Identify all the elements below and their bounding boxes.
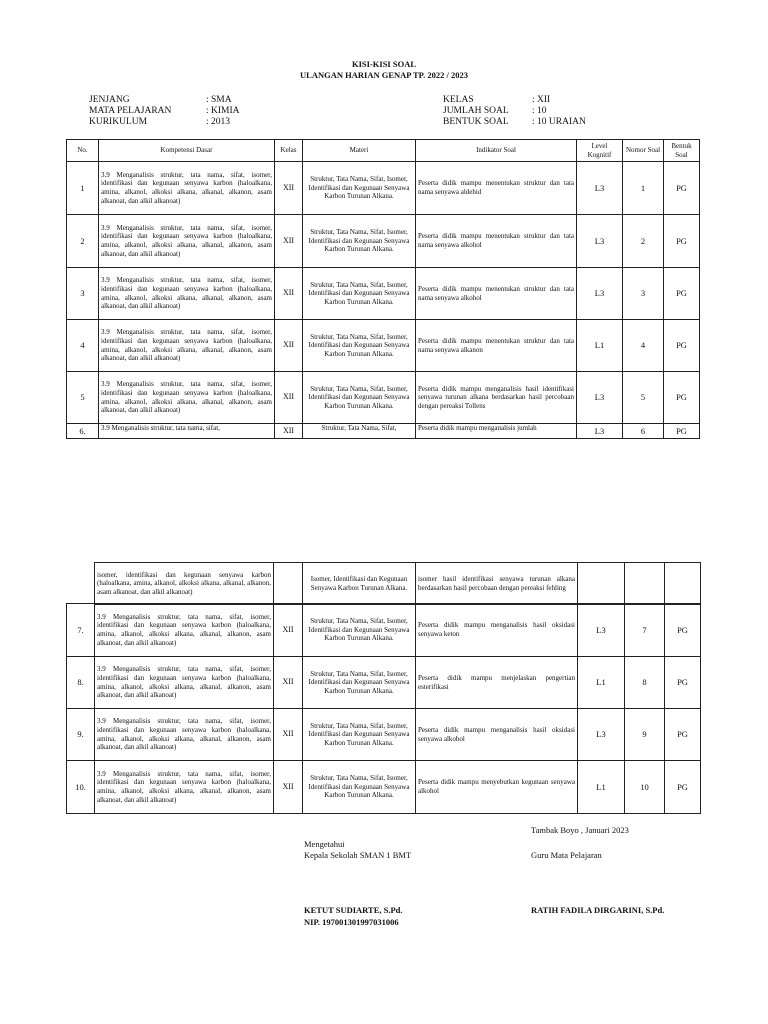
sign-left-name: KETUT SUDIARTE, S.Pd. [304,905,403,915]
row-kompetensi-dasar: 3.9 Menganalisis struktur, tata nama, sifat, isomer, identifikasi dan kegunaan senyawa karbon (haloalkana, amina, alkanol, alkoksi alkana, alkanal, alkanon, asam alkanoat, dan alkil alkanoat) [95,709,274,761]
row-kelas: XII [274,604,303,657]
row-indikator: Peserta didik mampu menganalisis hasil oksidasi senyawa keton [416,604,578,657]
row-nomor: 9 [625,709,665,761]
row-level: L3 [577,268,623,320]
row-nomor-empty [625,563,665,605]
table-row [67,268,700,320]
header-nomor-soal: Nomor Soal [623,140,664,162]
row-kompetensi-dasar: 3.9 Menganalisis struktur, tata nama, sifat, [99,424,275,439]
row-nomor: 3 [623,268,664,320]
row-no: 8. [67,657,95,709]
place-date: Tambak Boyo , Januari 2023 [531,825,629,835]
row-indikator: Peserta didik mampu menentukan struktur dan tata nama senyawa alkanon [416,320,577,372]
kisi-kisi-table-part3 [66,603,701,814]
info-value-jenjang: : SMA [206,95,232,105]
kisi-kisi-table-part2 [94,562,701,605]
row-kelas: XII [275,215,303,268]
info-label-jenjang: JENJANG [89,95,130,105]
row-materi: Struktur, Tata Nama, Sifat, Isomer, Identifikasi dan Kegunaan Senyawa Karbon Turunan Alkana. [303,657,416,709]
row-materi: Isomer, Identifikasi dan Kegunaan Senyawa Karbon Turunan Alkana. [303,563,416,605]
table-header-row [67,140,700,162]
sign-right-role: Guru Mata Pelajaran [531,850,602,860]
row-level: L3 [578,604,625,657]
row-no: 7. [67,604,95,657]
row-bentuk: PG [665,709,701,761]
row-materi: Struktur, Tata Nama, Sifat, [303,424,416,439]
row-no: 9. [67,709,95,761]
row-kelas: XII [275,320,303,372]
row-kompetensi-dasar: 3.9 Menganalisis struktur, tata nama, sifat, isomer, identifikasi dan kegunaan senyawa karbon (haloalkana, amina, alkanol, alkoksi alkana, alkanal, alkanon, asam alkanoat, dan alkil alkanoat) [99,372,275,424]
row-bentuk: PG [665,604,701,657]
row-indikator: Peserta didik mampu menentukan struktur dan tata nama senyawa alkohol [416,268,577,320]
row-bentuk: PG [665,657,701,709]
row-no: 6. [67,424,99,439]
header-kompetensi-dasar: Kompetensi Dasar [99,140,275,162]
row-kompetensi-dasar: 3.9 Menganalisis struktur, tata nama, sifat, isomer, identifikasi dan kegunaan senyawa karbon (haloalkana, amina, alkanol, alkoksi alkana, alkanal, alkanon, asam alkanoat, dan alkil alkanoat) [99,320,275,372]
row-materi: Struktur, Tata Nama, Sifat, Isomer, Identifikasi dan Kegunaan Senyawa Karbon Turunan Alkana. [303,268,416,320]
info-right [443,95,643,135]
row-nomor: 5 [623,372,664,424]
row-kompetensi-dasar: isomer, identifikasi dan kegunaan senyawa karbon (haloalkana, amina, alkanol, alkoksi alkana, alkanal, alkanon, asam alkanoat, dan alkil alkanoat) [95,563,274,605]
row-materi: Struktur, Tata Nama, Sifat, Isomer, Identifikasi dan Kegunaan Senyawa Karbon Turunan Alkana. [303,604,416,657]
row-bentuk: PG [664,320,700,372]
row-materi: Struktur, Tata Nama, Sifat, Isomer, Identifikasi dan Kegunaan Senyawa Karbon Turunan Alkana. [303,761,416,814]
row-materi: Struktur, Tata Nama, Sifat, Isomer, Identifikasi dan Kegunaan Senyawa Karbon Turunan Alkana. [303,320,416,372]
row-level: L3 [577,215,623,268]
row-indikator: Peserta didik mampu menganalisis hasil oksidasi senyawa alkohol [416,709,578,761]
row-no: 5 [67,372,99,424]
row-materi: Struktur, Tata Nama, Sifat, Isomer, Identifikasi dan Kegunaan Senyawa Karbon Turunan Alkana. [303,372,416,424]
header-bentuk-soal: Bentuk Soal [664,140,700,162]
row-kompetensi-dasar: 3.9 Menganalisis struktur, tata nama, sifat, isomer, identifikasi dan kegunaan senyawa karbon (haloalkana, amina, alkanol, alkoksi alkana, alkanal, alkanon, asam alkanoat, dan alkil alkanoat) [95,657,274,709]
row-kelas: XII [275,372,303,424]
table-row [67,761,701,814]
table-row [67,604,701,657]
row-no: 10. [67,761,95,814]
sign-right-name: RATIH FADILA DIRGARINI, S.Pd. [531,905,665,915]
info-label-bentuk-soal: BENTUK SOAL [443,117,509,127]
row-nomor: 6 [623,424,664,439]
row-kelas: XII [275,162,303,215]
row-kelas: XII [274,657,303,709]
info-value-bentuk-soal: : 10 URAIAN [532,117,586,127]
header-indikator-soal: Indikator Soal [416,140,577,162]
table-row [67,372,700,424]
row-bentuk: PG [664,424,700,439]
row-indikator: Peserta didik mampu menjelaskan pengertian esterifikasi [416,657,578,709]
header-level-kognitif: Level Kognitif [577,140,623,162]
row-kompetensi-dasar: 3.9 Menganalisis struktur, tata nama, sifat, isomer, identifikasi dan kegunaan senyawa karbon (haloalkana, amina, alkanol, alkoksi alkana, alkanal, alkanon, asam alkanoat, dan alkil alkanoat) [99,215,275,268]
row-no: 4 [67,320,99,372]
info-label-mapel: MATA PELAJARAN [89,106,172,116]
row-level-empty [578,563,625,605]
document-subtitle: ULANGAN HARIAN GENAP TP. 2022 / 2023 [300,70,468,80]
info-left [89,95,289,135]
row-materi: Struktur, Tata Nama, Sifat, Isomer, Identifikasi dan Kegunaan Senyawa Karbon Turunan Alkana. [303,162,416,215]
row-nomor: 10 [625,761,665,814]
sign-left-line2: Kepala Sekolah SMAN 1 BMT [304,850,412,860]
row-kelas: XII [274,761,303,814]
sign-left-nip: NIP. 197001301997031006 [304,917,399,927]
row-level: L1 [578,761,625,814]
header-kelas: Kelas [275,140,303,162]
row-kelas: XII [274,709,303,761]
row-nomor: 4 [623,320,664,372]
header-materi: Materi [303,140,416,162]
info-label-kurikulum: KURIKULUM [89,117,148,127]
table-row [67,162,700,215]
info-value-kurikulum: : 2013 [206,117,231,127]
table-row [67,320,700,372]
row-indikator: Peserta didik mampu menganalisis hasil identifikasi senyawa turunan alkana berdasarkan hasil percobaan dengan pereaksi Tollens [416,372,577,424]
row-bentuk: PG [664,268,700,320]
row-bentuk: PG [665,761,701,814]
row-materi: Struktur, Tata Nama, Sifat, Isomer, Identifikasi dan Kegunaan Senyawa Karbon Turunan Alkana. [303,215,416,268]
info-value-kelas: : XII [532,95,551,105]
row-bentuk: PG [664,215,700,268]
row-indikator: Peserta didik mampu menyebutkan kegunaan senyawa alkohol [416,761,578,814]
row-kompetensi-dasar: 3.9 Menganalisis struktur, tata nama, sifat, isomer, identifikasi dan kegunaan senyawa karbon (haloalkana, amina, alkanol, alkoksi alkana, alkanal, alkanon, asam alkanoat, dan alkil alkanoat) [95,604,274,657]
row-nomor: 8 [625,657,665,709]
row-bentuk: PG [664,162,700,215]
sign-left-line1: Mengetahui [304,839,345,849]
table-row-split-top [67,424,700,439]
document-title: KISI-KISI SOAL [351,59,416,69]
row-nomor: 2 [623,215,664,268]
row-level: L3 [578,709,625,761]
info-value-mapel: : KIMIA [206,106,240,116]
row-indikator: Peserta didik mampu menentukan struktur dan tata nama senyawa aldehid [416,162,577,215]
row-kompetensi-dasar: 3.9 Menganalisis struktur, tata nama, sifat, isomer, identifikasi dan kegunaan senyawa karbon (haloalkana, amina, alkanol, alkoksi alkana, alkanal, alkanon, asam alkanoat, dan alkil alkanoat) [99,162,275,215]
info-label-jumlah-soal: JUMLAH SOAL [443,106,509,116]
row-level: L3 [577,424,623,439]
table-row-split-bottom [95,563,701,605]
row-level: L1 [578,657,625,709]
row-materi: Struktur, Tata Nama, Sifat, Isomer, Identifikasi dan Kegunaan Senyawa Karbon Turunan Alkana. [303,709,416,761]
kisi-kisi-table-part1 [66,139,700,439]
row-bentuk: PG [664,372,700,424]
table-row [67,657,701,709]
row-kelas: XII [275,424,303,439]
row-indikator: Peserta didik mampu menentukan struktur dan tata nama senyawa alkohol [416,215,577,268]
row-nomor: 1 [623,162,664,215]
row-no: 1 [67,162,99,215]
row-kelas-empty [274,563,303,605]
info-value-jumlah-soal: : 10 [532,106,547,116]
row-kompetensi-dasar: 3.9 Menganalisis struktur, tata nama, sifat, isomer, identifikasi dan kegunaan senyawa karbon (haloalkana, amina, alkanol, alkoksi alkana, alkanal, alkanon, asam alkanoat, dan alkil alkanoat) [95,761,274,814]
row-nomor: 7 [625,604,665,657]
header-no: No. [67,140,99,162]
row-indikator: isomer hasil identifikasi senyawa turunan alkana berdasarkan hasil percobaan dengan pereaksi fehling [416,563,578,605]
row-indikator: Peserta didik mampu menganalisis jumlah [416,424,577,439]
table-row [67,215,700,268]
row-no: 3 [67,268,99,320]
row-bentuk-empty [665,563,701,605]
row-level: L3 [577,162,623,215]
row-kompetensi-dasar: 3.9 Menganalisis struktur, tata nama, sifat, isomer, identifikasi dan kegunaan senyawa karbon (haloalkana, amina, alkanol, alkoksi alkana, alkanal, alkanon, asam alkanoat, dan alkil alkanoat) [99,268,275,320]
row-level: L1 [577,320,623,372]
row-kelas: XII [275,268,303,320]
table-row [67,709,701,761]
info-label-kelas: KELAS [443,95,474,105]
row-no: 2 [67,215,99,268]
row-level: L3 [577,372,623,424]
